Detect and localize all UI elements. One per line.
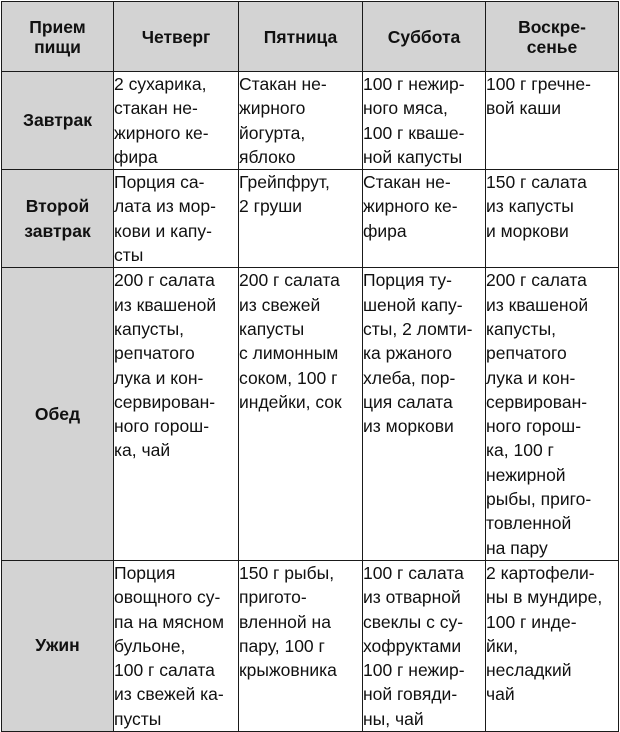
cell-breakfast-thursday: 2 сухарика, стакан не- жирного ке- фира xyxy=(114,72,239,170)
header-meal: Прием пищи xyxy=(2,2,114,72)
cell-second-breakfast-thursday: Порция са- лата из мор- кови и капу- сты xyxy=(114,170,239,268)
header-saturday: Суббота xyxy=(363,2,486,72)
meal-label-dinner: Ужин xyxy=(2,560,114,731)
cell-breakfast-saturday: 100 г нежир- ного мяса, 100 г кваше- ной капусты xyxy=(363,72,486,170)
meal-label-breakfast: Завтрак xyxy=(2,72,114,170)
meal-label-lunch: Обед xyxy=(2,268,114,561)
meal-plan-table xyxy=(1,1,619,732)
cell-second-breakfast-saturday: Стакан не- жирного ке- фира xyxy=(363,170,486,268)
cell-lunch-thursday: 200 г салата из квашеной капусты, репчатого лука и кон- сервирован- ного горош- ка, чай xyxy=(114,268,239,561)
meal-label-second-breakfast: Второй завтрак xyxy=(2,170,114,268)
header-row xyxy=(2,2,619,72)
cell-dinner-sunday: 2 картофели- ны в мундире, 100 г инде- йки, несладкий чай xyxy=(486,560,619,731)
cell-breakfast-sunday: 100 г гречне- вой каши xyxy=(486,72,619,170)
cell-lunch-friday: 200 г салата из свежей капусты с лимонным соком, 100 г индейки, сок xyxy=(239,268,363,561)
cell-second-breakfast-friday: Грейпфрут, 2 груши xyxy=(239,170,363,268)
table-row-dinner xyxy=(2,560,619,731)
cell-lunch-sunday: 200 г салата из квашеной капусты, репчатого лука и кон- сервирован- ного горош- ка, 100 г нежирной рыбы, приго- товленной на пару xyxy=(486,268,619,561)
table-row-breakfast xyxy=(2,72,619,170)
table-row-lunch xyxy=(2,268,619,561)
cell-breakfast-friday: Стакан не- жирного йогурта, яблоко xyxy=(239,72,363,170)
cell-lunch-saturday: Порция ту- шеной капу- сты, 2 ломти- ка ржаного хлеба, пор- ция салата из моркови xyxy=(363,268,486,561)
header-thursday: Четверг xyxy=(114,2,239,72)
header-sunday: Воскре- сенье xyxy=(486,2,619,72)
table-row-second-breakfast xyxy=(2,170,619,268)
cell-second-breakfast-sunday: 150 г салата из капусты и моркови xyxy=(486,170,619,268)
cell-dinner-friday: 150 г рыбы, пригото- вленной на пару, 100 г крыжовника xyxy=(239,560,363,731)
cell-dinner-thursday: Порция овощного су- па на мясном бульоне, 100 г салата из свежей ка- пусты xyxy=(114,560,239,731)
cell-dinner-saturday: 100 г салата из отварной свеклы с су- хофруктами 100 г нежир- ной говяди- ны, чай xyxy=(363,560,486,731)
header-friday: Пятница xyxy=(239,2,363,72)
